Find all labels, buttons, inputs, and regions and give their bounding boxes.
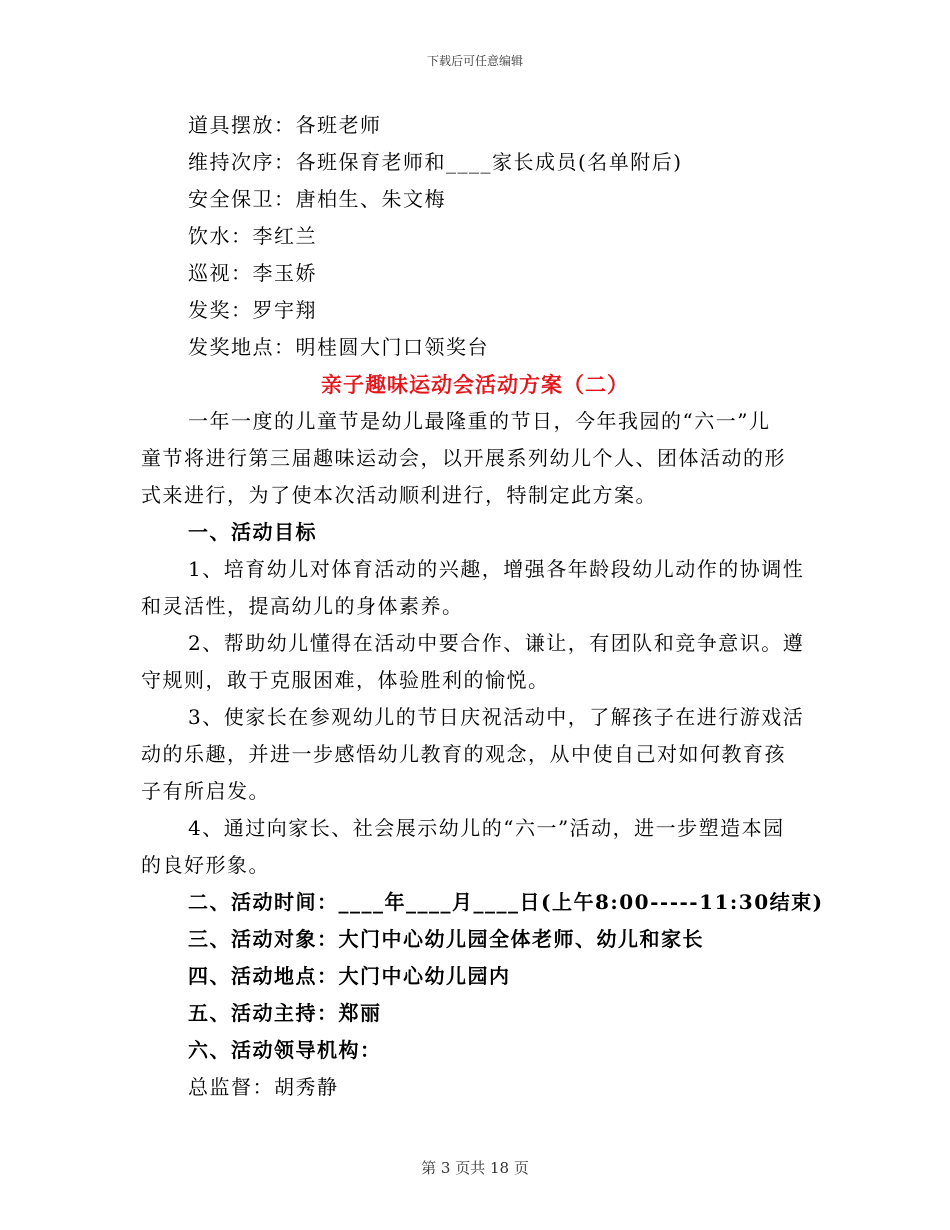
document-body [141, 107, 824, 1106]
supervisor-line: 总监督：胡秀静 [188, 1075, 339, 1099]
staff-line-order: 维持次序：各班保育老师和____家长成员(名单附后) [188, 150, 683, 174]
staff-line-water: 饮水：李红兰 [188, 224, 317, 248]
activity-participants-heading: 三、活动对象：大门中心幼儿园全体老师、幼儿和家长 [188, 927, 704, 951]
goal-line: 子有所启发。 [141, 779, 270, 803]
staff-line-awards: 发奖：罗宇翔 [188, 298, 317, 322]
staff-line-props: 道具摆放：各班老师 [188, 113, 382, 137]
leadership-heading: 六、活动领导机构： [188, 1038, 382, 1062]
goal-paragraph-1 [141, 551, 809, 625]
page-header: 下载后可任意编辑 [426, 54, 523, 68]
staff-line-award-location: 发奖地点：明桂圆大门口领奖台 [188, 335, 489, 359]
staff-line-patrol: 巡视：李玉娇 [188, 261, 317, 285]
intro-line: 童节将进行第三届趣味运动会，以开展系列幼儿个人、团体活动的形 [141, 446, 786, 470]
goal-line: 4、通过向家长、社会展示幼儿的“六一”活动，进一步塑造本园 [188, 816, 785, 840]
intro-line: 一年一度的儿童节是幼儿最隆重的节日，今年我园的“六一”儿 [188, 409, 771, 433]
goal-line: 动的乐趣，并进一步感悟幼儿教育的观念，从中使自己对如何教育孩 [141, 742, 786, 766]
page-footer: 第 3 页共 18 页 [421, 1159, 529, 1177]
goal-line: 2、帮助幼儿懂得在活动中要合作、谦让，有团队和竞争意识。遵 [188, 631, 805, 655]
goal-paragraph-4 [141, 810, 809, 884]
section-title: 亲子趣味运动会活动方案（二） [321, 372, 629, 397]
intro-line: 式来进行，为了使本次活动顺利进行，特制定此方案。 [141, 483, 657, 507]
staff-line-security: 安全保卫：唐柏生、朱文梅 [188, 187, 446, 211]
activity-host-heading: 五、活动主持：郑丽 [188, 1001, 382, 1025]
intro-paragraph [141, 403, 809, 514]
goal-line: 和灵活性，提高幼儿的身体素养。 [141, 594, 464, 618]
activity-location-heading: 四、活动地点：大门中心幼儿园内 [188, 964, 511, 988]
goal-line: 1、培育幼儿对体育活动的兴趣，增强各年龄段幼儿动作的协调性 [188, 557, 805, 581]
goals-heading: 一、活动目标 [188, 520, 317, 544]
goal-line: 3、使家长在参观幼儿的节日庆祝活动中，了解孩子在进行游戏活 [188, 705, 805, 729]
goal-paragraph-2 [141, 625, 809, 699]
goal-line: 守规则，敢于克服困难，体验胜利的愉悦。 [141, 668, 550, 692]
goal-line: 的良好形象。 [141, 853, 270, 877]
goal-paragraph-3 [141, 699, 809, 810]
activity-time-heading: 二、活动时间：____年____月____日(上午8:00-----11:30结束) [188, 890, 824, 914]
